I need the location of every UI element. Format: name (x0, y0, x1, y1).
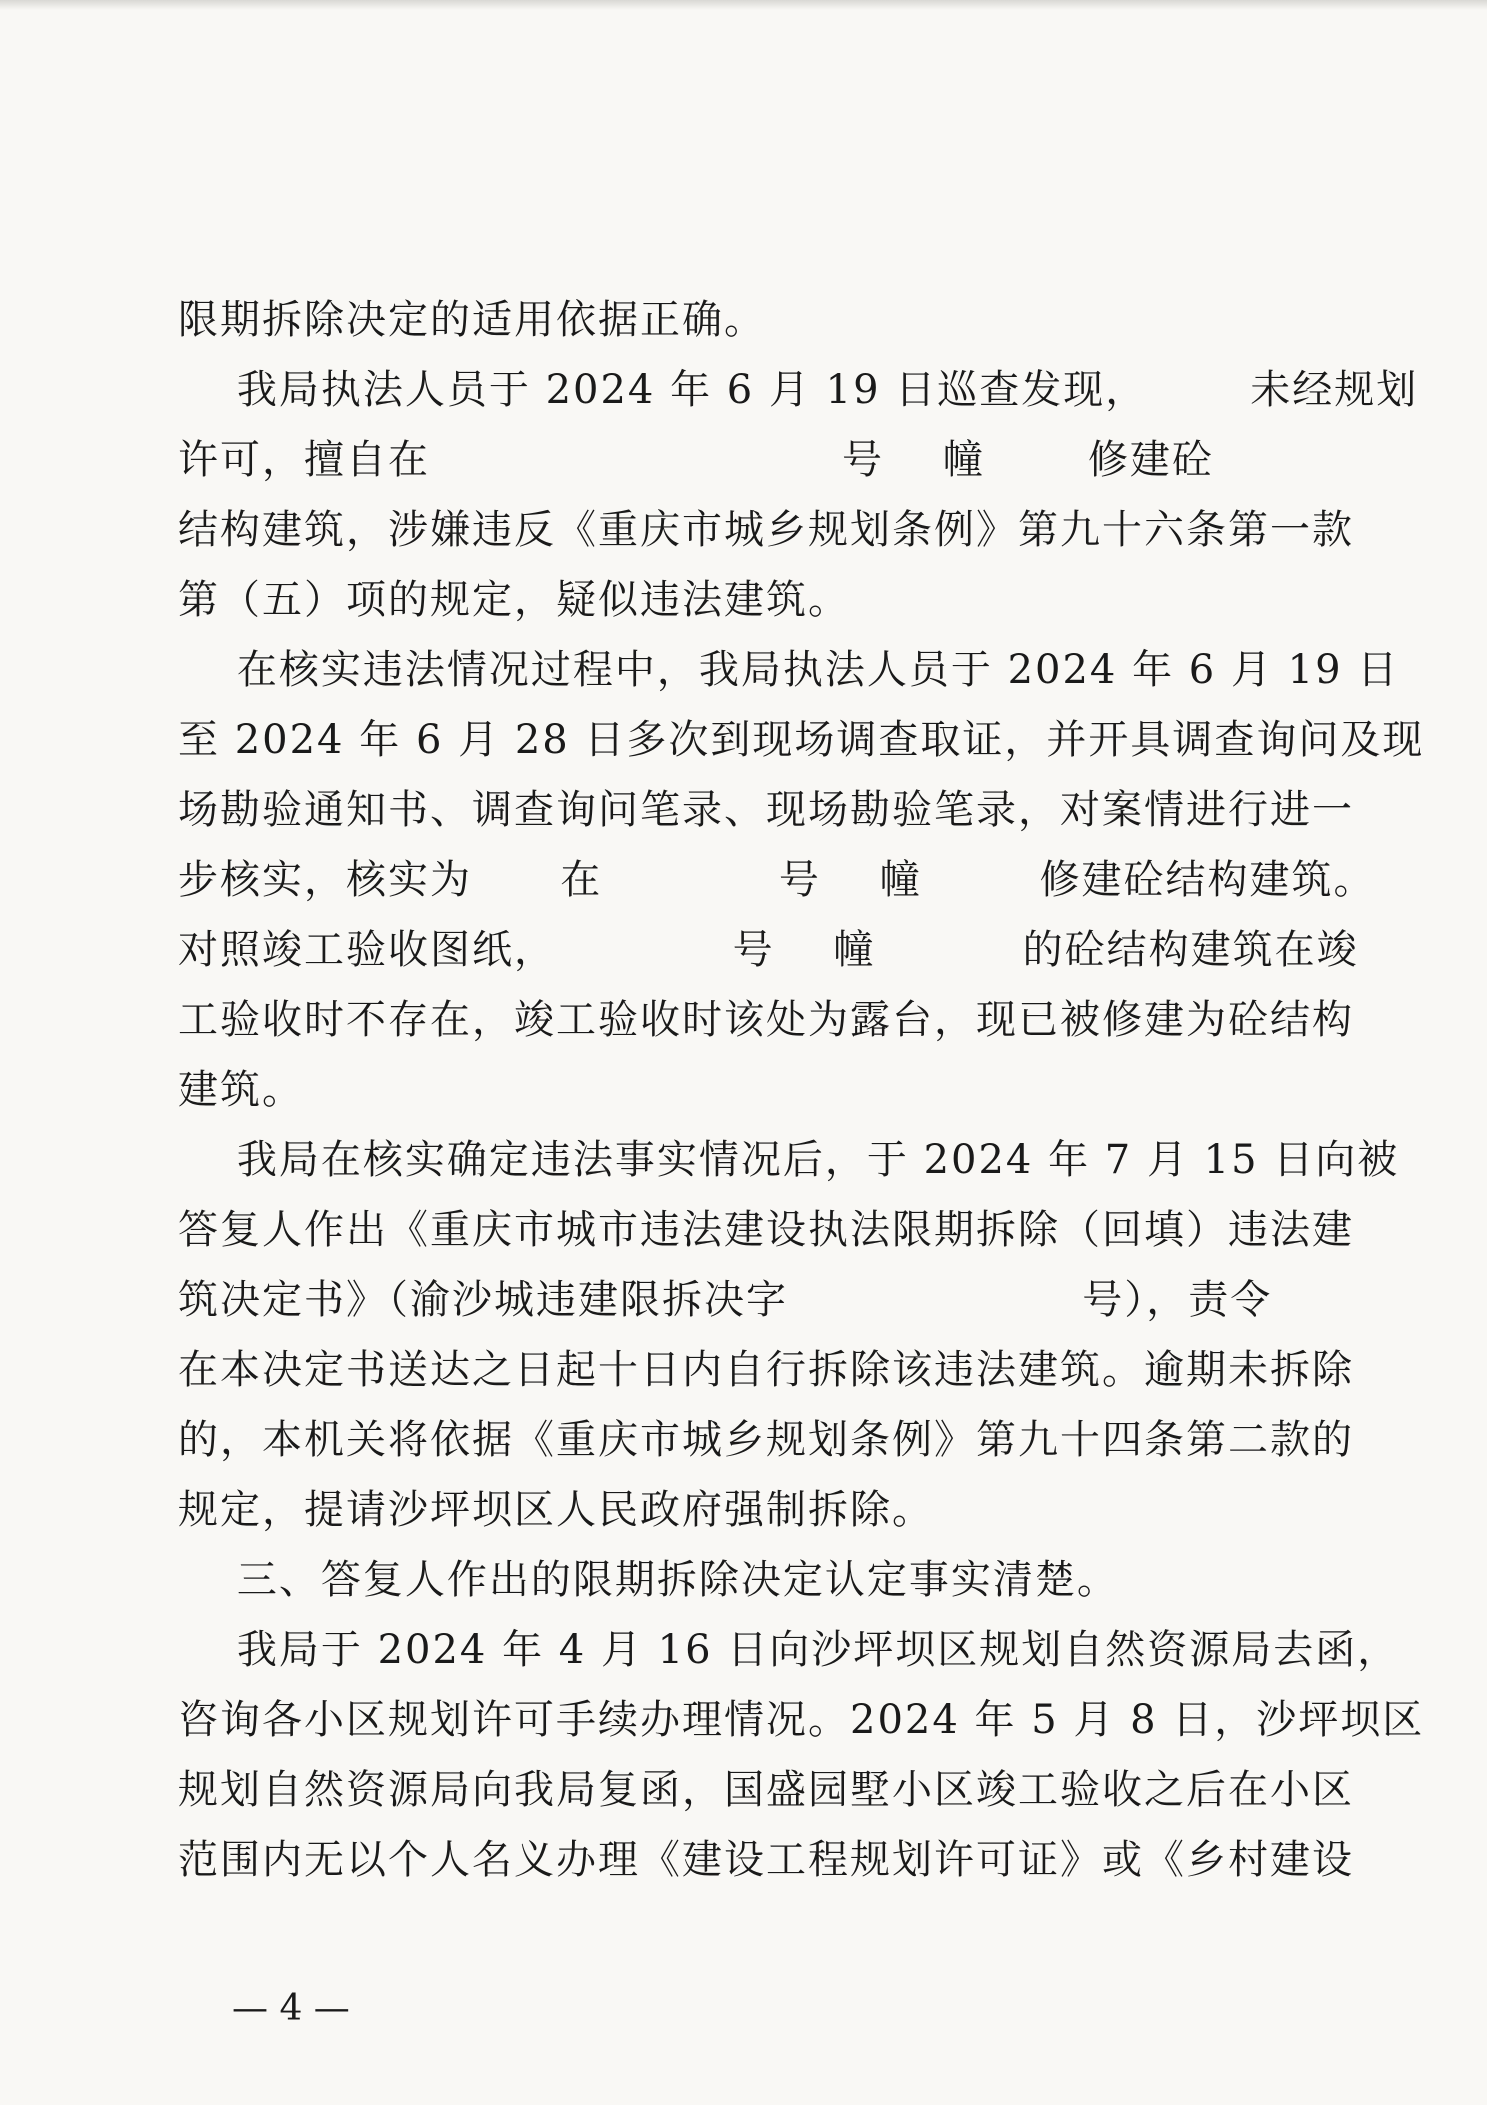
text-line: 限期拆除决定的适用依据正确。 (178, 297, 766, 343)
text-line: 我局在核实确定违法事实情况后，于 2024 年 7 月 15 日向被 (178, 1137, 1400, 1183)
text-line: 许可，擅自在 号 幢 修建砼 (178, 437, 1214, 483)
text-line: 规划自然资源局向我局复函，国盛园墅小区竣工验收之后在小区 (178, 1767, 1354, 1813)
text-line: 筑决定书》（渝沙城违建限拆决字 号），责令 (178, 1277, 1273, 1323)
text-line: 在本决定书送达之日起十日内自行拆除该违法建筑。逾期未拆除 (178, 1347, 1354, 1393)
text-line: 对照竣工验收图纸， 号 幢 的砼结构建筑在竣 (178, 927, 1359, 973)
text-line: 建筑。 (178, 1067, 304, 1113)
text-line: 第（五）项的规定，疑似违法建筑。 (178, 577, 850, 623)
text-line: 我局执法人员于 2024 年 6 月 19 日巡查发现， 未经规划 (178, 367, 1419, 413)
text-line: 步核实，核实为 在 号 幢 修建砼结构建筑。 (178, 857, 1376, 903)
text-line: 的，本机关将依据《重庆市城乡规划条例》第九十四条第二款的 (178, 1417, 1354, 1463)
text-line: 工验收时不存在，竣工验收时该处为露台，现已被修建为砼结构 (178, 997, 1354, 1043)
text-line: 答复人作出《重庆市城市违法建设执法限期拆除（回填）违法建 (178, 1207, 1354, 1253)
text-line: 结构建筑，涉嫌违反《重庆市城乡规划条例》第九十六条第一款 (178, 507, 1354, 553)
text-line: 咨询各小区规划许可手续办理情况。2024 年 5 月 8 日，沙坪坝区 (178, 1697, 1425, 1743)
text-line: 我局于 2024 年 4 月 16 日向沙坪坝区规划自然资源局去函， (178, 1627, 1400, 1673)
page-number: — 4 — (232, 1988, 350, 2029)
text-line: 至 2024 年 6 月 28 日多次到现场调查取证，并开具调查询问及现 (178, 717, 1425, 763)
text-line: 范围内无以个人名义办理《建设工程规划许可证》或《乡村建设 (178, 1837, 1354, 1883)
text-line: 规定，提请沙坪坝区人民政府强制拆除。 (178, 1487, 934, 1533)
text-line: 在核实违法情况过程中，我局执法人员于 2024 年 6 月 19 日 (178, 647, 1400, 693)
text-line: 场勘验通知书、调查询问笔录、现场勘验笔录，对案情进行进一 (178, 787, 1354, 833)
section-heading: 三、答复人作出的限期拆除决定认定事实清楚。 (178, 1557, 1119, 1603)
scan-edge (0, 0, 1487, 10)
